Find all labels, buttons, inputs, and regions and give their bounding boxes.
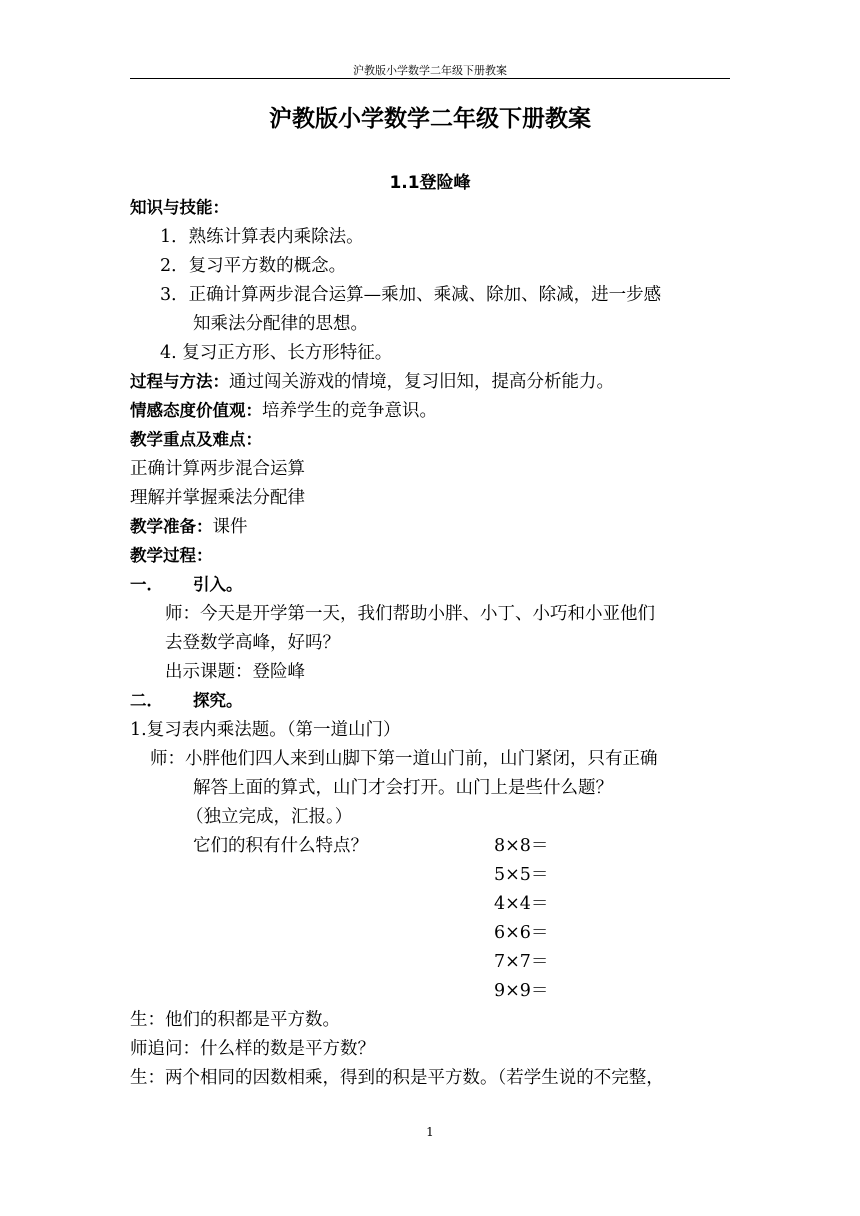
review-line-1: 师：小胖他们四人来到山脚下第一道山门前，山门紧闭，只有正确 — [150, 749, 658, 769]
part1-number: 一． — [130, 575, 163, 594]
knowledge-skills-label: 知识与技能： — [130, 198, 229, 217]
section-title: 1.1登险峰 — [389, 173, 471, 193]
equation: 4×4＝ — [494, 894, 549, 914]
dialogue-line-1: 生：他们的积都是平方数。 — [130, 1010, 340, 1030]
knowledge-item-4: 4. 复习正方形、长方形特征。 — [160, 343, 393, 363]
knowledge-item-3-continued: 知乘法分配律的思想。 — [193, 314, 368, 334]
process-method-label: 过程与方法： — [130, 372, 229, 391]
teaching-process-label: 教学过程： — [130, 546, 213, 565]
knowledge-item-2: 2．复习平方数的概念。 — [160, 256, 347, 276]
dialogue-line-2: 师追问：什么样的数是平方数？ — [130, 1039, 375, 1059]
page-number: 1 — [426, 1125, 434, 1139]
equation: 8×8＝ — [494, 836, 549, 856]
key-point-1: 正确计算两步混合运算 — [130, 459, 305, 479]
preparation-line — [130, 515, 248, 539]
emotion-values-text: 培养学生的竞争意识。 — [262, 401, 437, 421]
part1-line-1: 师：今天是开学第一天，我们帮助小胖、小丁、小巧和小亚他们 — [165, 604, 655, 624]
review-title: 1.复习表内乘法题。（第一道山门） — [130, 720, 401, 740]
emotion-values-label: 情感态度价值观： — [130, 401, 262, 420]
part1-heading: 引入。 — [193, 575, 243, 594]
process-method-line — [130, 370, 614, 394]
page-title: 沪教版小学数学二年级下册教案 — [269, 106, 591, 132]
emotion-values-line — [130, 399, 437, 423]
review-line-3: （独立完成，汇报。） — [186, 807, 353, 827]
part2-heading: 探究。 — [193, 691, 243, 710]
key-points-label: 教学重点及难点： — [130, 430, 262, 449]
part2-number: 二． — [130, 691, 163, 710]
review-line-4: 它们的积有什么特点？ — [193, 836, 368, 856]
equation: 9×9＝ — [494, 981, 549, 1001]
key-point-2: 理解并掌握乘法分配律 — [130, 488, 305, 508]
running-header: 沪教版小学数学二年级下册教案 — [353, 64, 507, 77]
part1-line-3: 出示课题：登险峰 — [165, 662, 305, 682]
equation: 7×7＝ — [494, 952, 549, 972]
equation: 6×6＝ — [494, 923, 549, 943]
process-method-text: 通过闯关游戏的情境，复习旧知，提高分析能力。 — [229, 372, 614, 392]
part1-line-2: 去登数学高峰，好吗？ — [165, 633, 340, 653]
knowledge-item-3: 3．正确计算两步混合运算—乘加、乘减、除加、除减，进一步感 — [160, 285, 662, 305]
dialogue-line-3: 生：两个相同的因数相乘，得到的积是平方数。（若学生说的不完整， — [130, 1068, 664, 1088]
preparation-text: 课件 — [212, 517, 248, 537]
knowledge-item-1: 1．熟练计算表内乘除法。 — [160, 227, 364, 247]
header-rule — [130, 78, 730, 79]
equation: 5×5＝ — [494, 865, 549, 885]
preparation-label: 教学准备： — [130, 517, 213, 536]
review-line-2: 解答上面的算式，山门才会打开。山门上是些什么题？ — [193, 778, 613, 798]
